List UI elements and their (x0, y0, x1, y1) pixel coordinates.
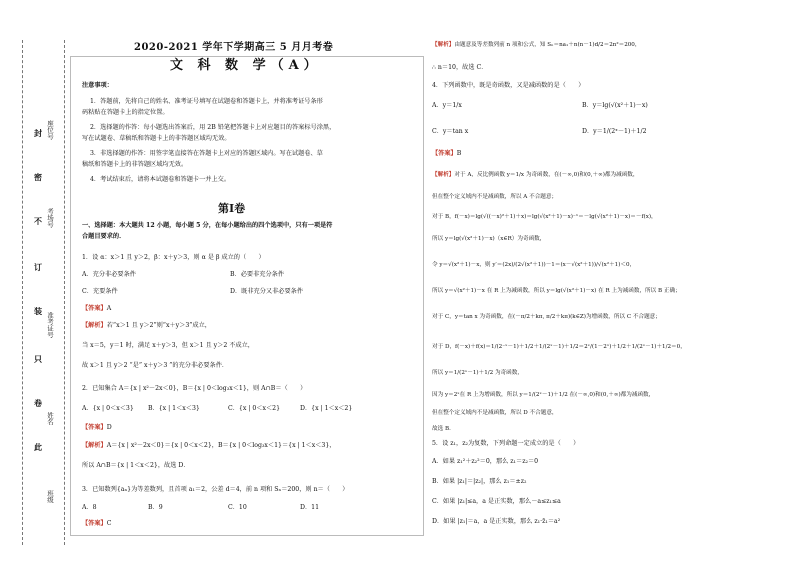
notice-line: 3．非选择题的作答：用签字笔直接答在答题卡上对应的答题区域内。写在试题卷、草 (90, 150, 323, 157)
question-4-analysis-line: 对于 D，f(－x)＋f(x)＝1/(2⁻ˣ－1)＋1/2＋1/(2ˣ－1)＋1/2＝2ˣ/(1－2ˣ)＋1/2＋1/(2ˣ－1)＋1/2＝0， (432, 344, 686, 350)
binding-mark-4: 订 (34, 262, 42, 272)
analysis-text: 由题意及等差数列前 n 项和公式，知 Sₙ＝na₁＋n(n－1)d/2＝2n²＝200， (454, 42, 641, 48)
analysis-text: 若“x＞1 且 y＞2”则“x＋y＞3”成立， (106, 322, 211, 329)
question-3-option-a: A．8 (82, 504, 97, 511)
question-1-option-b: B．必要非充分条件 (230, 271, 285, 278)
question-4-analysis-line: 所以 y＝lg(√(x²＋1)－x)（x∈R）为奇函数， (432, 236, 546, 242)
question-1-answer (82, 305, 111, 313)
analysis-tag: 【解析】 (82, 322, 107, 329)
analysis-tag: 【解析】 (432, 172, 455, 178)
question-4-analysis-line: 因为 y＝2ˣ在 R 上为增函数，所以 y＝1/(2ˣ－1)＋1/2 在(－∞,0)和(0,＋∞)都为减函数， (432, 392, 655, 398)
question-5-option-c: C．如果 |z₁|≤a，a 是正实数，那么－a≤z₁≤a (432, 498, 561, 505)
question-3-option-d: D．11 (300, 504, 320, 511)
section-instruction: 一、选择题：本大题共 12 小题，每小题 5 分，在每小题给出的四个选项中，只有一项是符 (82, 222, 333, 229)
notice-line: 写在试题卷、草稿纸和答题卡上的非答题区域均无效。 (82, 135, 231, 142)
question-4-analysis-line: 但在整个定义域内不是减函数，所以 D 不合题意， (432, 410, 558, 416)
answer-value: B (456, 150, 462, 157)
question-4-analysis (432, 172, 639, 179)
question-1-analysis-line: 当 x＝5，y＝1 时，满足 x＋y＞3，但 x＞1 且 y＞2 不成立， (82, 342, 254, 349)
question-4-option-c: C．y＝tan x (432, 128, 469, 135)
name-field: 姓名 (46, 412, 54, 425)
question-5-option-d: D．如果 |z₁|＝a，a 是正实数，那么 z₁·z̄₁＝a² (432, 518, 561, 525)
answer-value: D (106, 424, 112, 431)
analysis-text: A＝{x | x²－2x＜0}＝{x | 0＜x＜2}，B＝{x | 0＜log₃x＜1}＝{x | 1＜x＜3}， (106, 442, 336, 449)
analysis-text: 对于 A，反比例函数 y＝1/x 为奇函数，在(－∞,0)和(0,＋∞)都为减函数， (454, 172, 639, 178)
question-4-answer (432, 150, 461, 158)
exam-title: 2020-2021 学年下学期高三 5 月月考卷 (134, 42, 334, 53)
question-1-analysis (82, 322, 211, 330)
question-3-stem: 3．已知数列{aₙ}为等差数列，且首项 a₁＝2，公差 d＝4，前 n 项和 Sₙ＝200，则 n＝（ ） (82, 486, 349, 493)
answer-tag: 【答案】 (82, 520, 107, 527)
notice-line: 4．考试结束后，请将本试题卷和答题卡一并上交。 (90, 176, 231, 183)
binding-mark-1: 封 (34, 128, 42, 138)
question-4-analysis-line: 故选 B． (432, 426, 455, 432)
answer-tag: 【答案】 (432, 150, 457, 157)
question-4-analysis-line: 令 y＝√(x²＋1)－x，则 y′＝(2x)/(2√(x²＋1))－1＝(x－√(x²＋1))/√(x²＋1)＜0， (432, 262, 636, 268)
question-4-analysis-line: 所以 y＝1/(2ˣ－1)＋1/2 为奇函数， (432, 370, 523, 376)
binding-mark-3: 不 (34, 216, 42, 226)
question-3-analysis (432, 42, 640, 49)
question-2-option-c: C．{x | 0＜x＜2} (228, 405, 281, 412)
question-4-analysis-line: 但在整个定义域内不是减函数，所以 A 不合题意； (432, 194, 558, 200)
notice-line: 码粘贴在答题卡上的指定位置。 (82, 109, 169, 116)
question-2-answer (82, 424, 112, 432)
question-4-analysis-line: 对于 B，f(－x)＝lg(√((－x)²＋1)＋x)＝lg(√(x²＋1)－x)⁻¹＝－lg(√(x²＋1)－x)＝－f(x)， (432, 214, 657, 220)
seat-number-field: 座位号 (46, 120, 54, 140)
question-2-analysis (82, 442, 335, 450)
question-4-stem: 4．下列函数中，既是奇函数，又是减函数的是（ ） (432, 82, 585, 89)
answer-tag: 【答案】 (82, 424, 107, 431)
binding-dashed-line-outer (22, 40, 23, 545)
analysis-tag: 【解析】 (82, 442, 107, 449)
binding-mark-2: 密 (34, 172, 42, 182)
question-1-option-c: C．充要条件 (82, 288, 118, 295)
subject-title: 文 科 数 学（A） (170, 58, 322, 73)
binding-mark-6: 只 (34, 354, 42, 364)
binding-mark-5: 装 (34, 306, 42, 316)
question-2-option-d: D．{x | 1＜x＜2} (300, 405, 353, 412)
binding-dashed-line (64, 40, 65, 545)
question-5-stem: 5．设 z₁，z₂为复数，下列命题一定成立的是（ ） (432, 440, 580, 447)
notice-line: 稿纸和答题卡上的非答题区域均无效。 (82, 161, 188, 168)
section-title: 第Ⅰ卷 (218, 202, 246, 215)
notice-line: 1．答题前，先将自己的姓名、准考证号填写在试题卷和答题卡上，并将准考证号条形 (90, 98, 323, 105)
answer-tag: 【答案】 (82, 305, 107, 312)
question-4-option-b: B．y＝lg(√(x²＋1)－x) (582, 102, 648, 109)
exam-room-field: 考场号 (46, 208, 54, 228)
admission-number-field: 准考证号 (46, 312, 54, 338)
question-1-option-d: D．既非充分又非必要条件 (230, 288, 304, 295)
question-1-stem: 1．设 α：x＞1 且 y＞2，β：x＋y＞3，则 α 是 β 成立的（ ） (82, 254, 265, 261)
question-5-option-b: B．如果 |z₁|＝|z₂|，那么 z₁＝±z₂ (432, 478, 527, 485)
notice-line: 2．选择题的作答：每小题选出答案后，用 2B 铅笔把答题卡上对应题目的答案标号涂黑， (90, 124, 336, 131)
class-field: 班级 (46, 490, 54, 503)
question-2-option-b: B．{x | 1＜x＜3} (148, 405, 200, 412)
question-1-option-a: A．充分非必要条件 (82, 271, 136, 278)
analysis-tag: 【解析】 (432, 42, 455, 48)
section-instruction: 合题目要求的． (82, 233, 126, 240)
question-3-option-c: C．10 (228, 504, 247, 511)
question-4-analysis-line: 所以 y＝√(x²＋1)－x 在 R 上为减函数，所以 y＝lg(√(x²＋1)－x) 在 R 上为减函数，所以 B 正确； (432, 288, 681, 294)
question-3-conclusion: ∴ n＝10，故选 C． (432, 64, 488, 71)
answer-value: C (106, 520, 112, 527)
notice-heading: 注意事项： (82, 82, 113, 89)
answer-value: A (106, 305, 112, 312)
question-3-answer (82, 520, 111, 528)
question-1-analysis-line: 故 x＞1 且 y＞2 “是” x＋y＞3 ”的充分非必要条件． (82, 362, 229, 369)
question-2-analysis-line: 所以 A∩B＝{x | 1＜x＜2}，故选 D． (82, 462, 190, 469)
question-2-option-a: A．{x | 0＜x＜3} (82, 405, 134, 412)
question-5-option-a: A．如果 z₁²＋z₂²＝0，那么 z₁＝z₂＝0 (432, 458, 539, 465)
question-4-analysis-line: 对于 C，y＝tan x 为奇函数，在(－π/2＋kπ, π/2＋kπ)(k∈Z)为增函数，所以 C 不合题意； (432, 314, 661, 320)
question-4-option-d: D．y＝1/(2ˣ－1)＋1/2 (582, 128, 647, 135)
binding-mark-7: 卷 (34, 398, 42, 408)
question-3-option-b: B．9 (148, 504, 163, 511)
question-4-option-a: A．y＝1/x (432, 102, 462, 109)
question-2-stem: 2．已知集合 A＝{x | x²－2x＜0}，B＝{x | 0＜log₃x＜1}，则 A∩B＝（ ） (82, 385, 307, 392)
binding-mark-8: 此 (34, 442, 42, 452)
